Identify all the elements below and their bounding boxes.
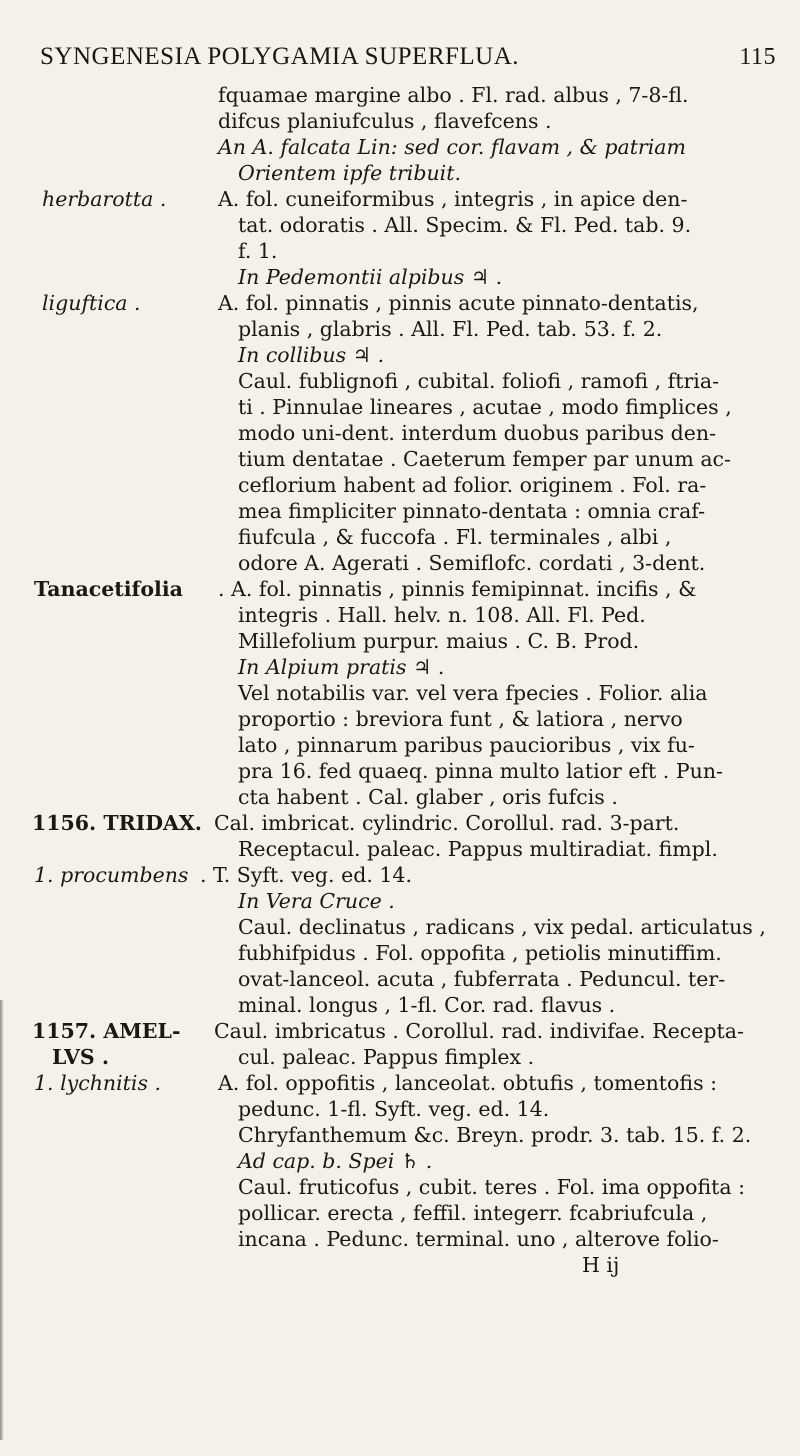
text-line: In Vera Cruce . bbox=[238, 889, 395, 913]
text-line: Caul. fublignofi , cubital. foliofi , ramofi , ftria- bbox=[238, 369, 719, 393]
text-line: Caul. imbricatus . Corollul. rad. indivifae. Recepta- bbox=[214, 1019, 744, 1043]
text-line: incana . Pedunc. terminal. uno , alterove folio- bbox=[238, 1227, 719, 1251]
text-line: tium dentatae . Caeterum femper par unum ac- bbox=[238, 447, 731, 471]
species-label: 1. lychnitis . bbox=[34, 1071, 162, 1095]
text-line: planis , glabris . All. Fl. Ped. tab. 53. f. 2. bbox=[238, 317, 663, 341]
text-line: Vel notabilis var. vel vera fpecies . Folior. alia bbox=[238, 681, 708, 705]
genus-label: 1156. TRIDAX. bbox=[32, 811, 202, 835]
text-line: . A. fol. pinnatis , pinnis femipinnat. incifis , & bbox=[218, 577, 697, 601]
text-line: Orientem ipfe tribuit. bbox=[238, 161, 461, 185]
text-line: tat. odoratis . All. Specim. & Fl. Ped. tab. 9. bbox=[238, 213, 692, 237]
scan-edge-shadow bbox=[0, 1000, 4, 1440]
text-line: modo uni-dent. interdum duobus paribus den- bbox=[238, 421, 717, 445]
species-label: liguftica . bbox=[42, 291, 141, 315]
text-line: fubhifpidus . Fol. oppofita , petiolis minutiffim. bbox=[238, 941, 722, 965]
running-title: SYNGENESIA POLYGAMIA SUPERFLUA. bbox=[40, 43, 520, 70]
signature-mark: H ij bbox=[582, 1253, 620, 1277]
text-line: proportio : breviora funt , & latiora , nervo bbox=[238, 707, 683, 731]
text-line: . T. Syft. veg. ed. 14. bbox=[200, 863, 412, 887]
text-line: Caul. fruticofus , cubit. teres . Fol. ima oppofita : bbox=[238, 1175, 746, 1199]
text-line: f. 1. bbox=[238, 239, 278, 263]
text-line: cul. paleac. Pappus fimplex . bbox=[238, 1045, 535, 1069]
text-line: ovat-lanceol. acuta , fubferrata . Peduncul. ter- bbox=[238, 967, 726, 991]
text-line: Caul. declinatus , radicans , vix pedal. articulatus , bbox=[238, 915, 766, 939]
text-line: Chryfanthemum &c. Breyn. prodr. 3. tab. 15. f. 2. bbox=[238, 1123, 752, 1147]
text-line: lato , pinnarum paribus paucioribus , vix fu- bbox=[238, 733, 695, 757]
page-number: 115 bbox=[739, 44, 776, 70]
text-line: pedunc. 1-fl. Syft. veg. ed. 14. bbox=[238, 1097, 550, 1121]
text-line: difcus planiufculus , flavefcens . bbox=[218, 109, 552, 133]
text-line: ceflorium habent ad folior. originem . Fol. ra- bbox=[238, 473, 707, 497]
running-header bbox=[40, 42, 788, 72]
text-line: A. fol. cuneiformibus , integris , in apice den- bbox=[218, 187, 688, 211]
text-line: Ad cap. b. Spei ♄ . bbox=[238, 1149, 433, 1173]
text-line: A. fol. pinnatis , pinnis acute pinnato-dentatis, bbox=[218, 291, 699, 315]
text-line: fquamae margine albo . Fl. rad. albus , 7-8-fl. bbox=[218, 83, 689, 107]
text-line: Millefolium purpur. maius . C. B. Prod. bbox=[238, 629, 640, 653]
text-line: pra 16. fed quaeq. pinna multo latior eft . Pun- bbox=[238, 759, 723, 783]
species-label: 1. procumbens bbox=[34, 863, 189, 887]
text-line: pollicar. erecta , feffil. integerr. fcabriufcula , bbox=[238, 1201, 708, 1225]
genus-label: 1157. AMEL- bbox=[32, 1019, 181, 1043]
text-line: In Alpium pratis ♃ . bbox=[238, 655, 445, 679]
text-line: In collibus ♃ . bbox=[238, 343, 385, 367]
text-line: integris . Hall. helv. n. 108. All. Fl. Ped. bbox=[238, 603, 646, 627]
text-line: fiufcula , & fuccofa . Fl. terminales , albi , bbox=[238, 525, 672, 549]
text-line: Receptacul. paleac. Pappus multiradiat. fimpl. bbox=[238, 837, 718, 861]
genus-label-cont: LVS . bbox=[52, 1045, 109, 1069]
text-line: ti . Pinnulae lineares , acutae , modo fimplices , bbox=[238, 395, 732, 419]
text-line: A. fol. oppofitis , lanceolat. obtufis , tomentofis : bbox=[218, 1071, 718, 1095]
text-line: odore A. Agerati . Semiflofc. cordati , 3-dent. bbox=[238, 551, 706, 575]
species-label: herbarotta . bbox=[42, 187, 167, 211]
text-line: An A. falcata Lin: sed cor. flavam , & patriam bbox=[218, 135, 686, 159]
species-label: Tanacetifolia bbox=[34, 577, 183, 601]
text-line: minal. longus , 1-fl. Cor. rad. flavus . bbox=[238, 993, 616, 1017]
text-line: Cal. imbricat. cylindric. Corollul. rad. 3-part. bbox=[214, 811, 680, 835]
text-line: In Pedemontii alpibus ♃ . bbox=[238, 265, 503, 289]
text-line: cta habent . Cal. glaber , oris fufcis . bbox=[238, 785, 618, 809]
text-line: mea fimpliciter pinnato-dentata : omnia craf- bbox=[238, 499, 706, 523]
